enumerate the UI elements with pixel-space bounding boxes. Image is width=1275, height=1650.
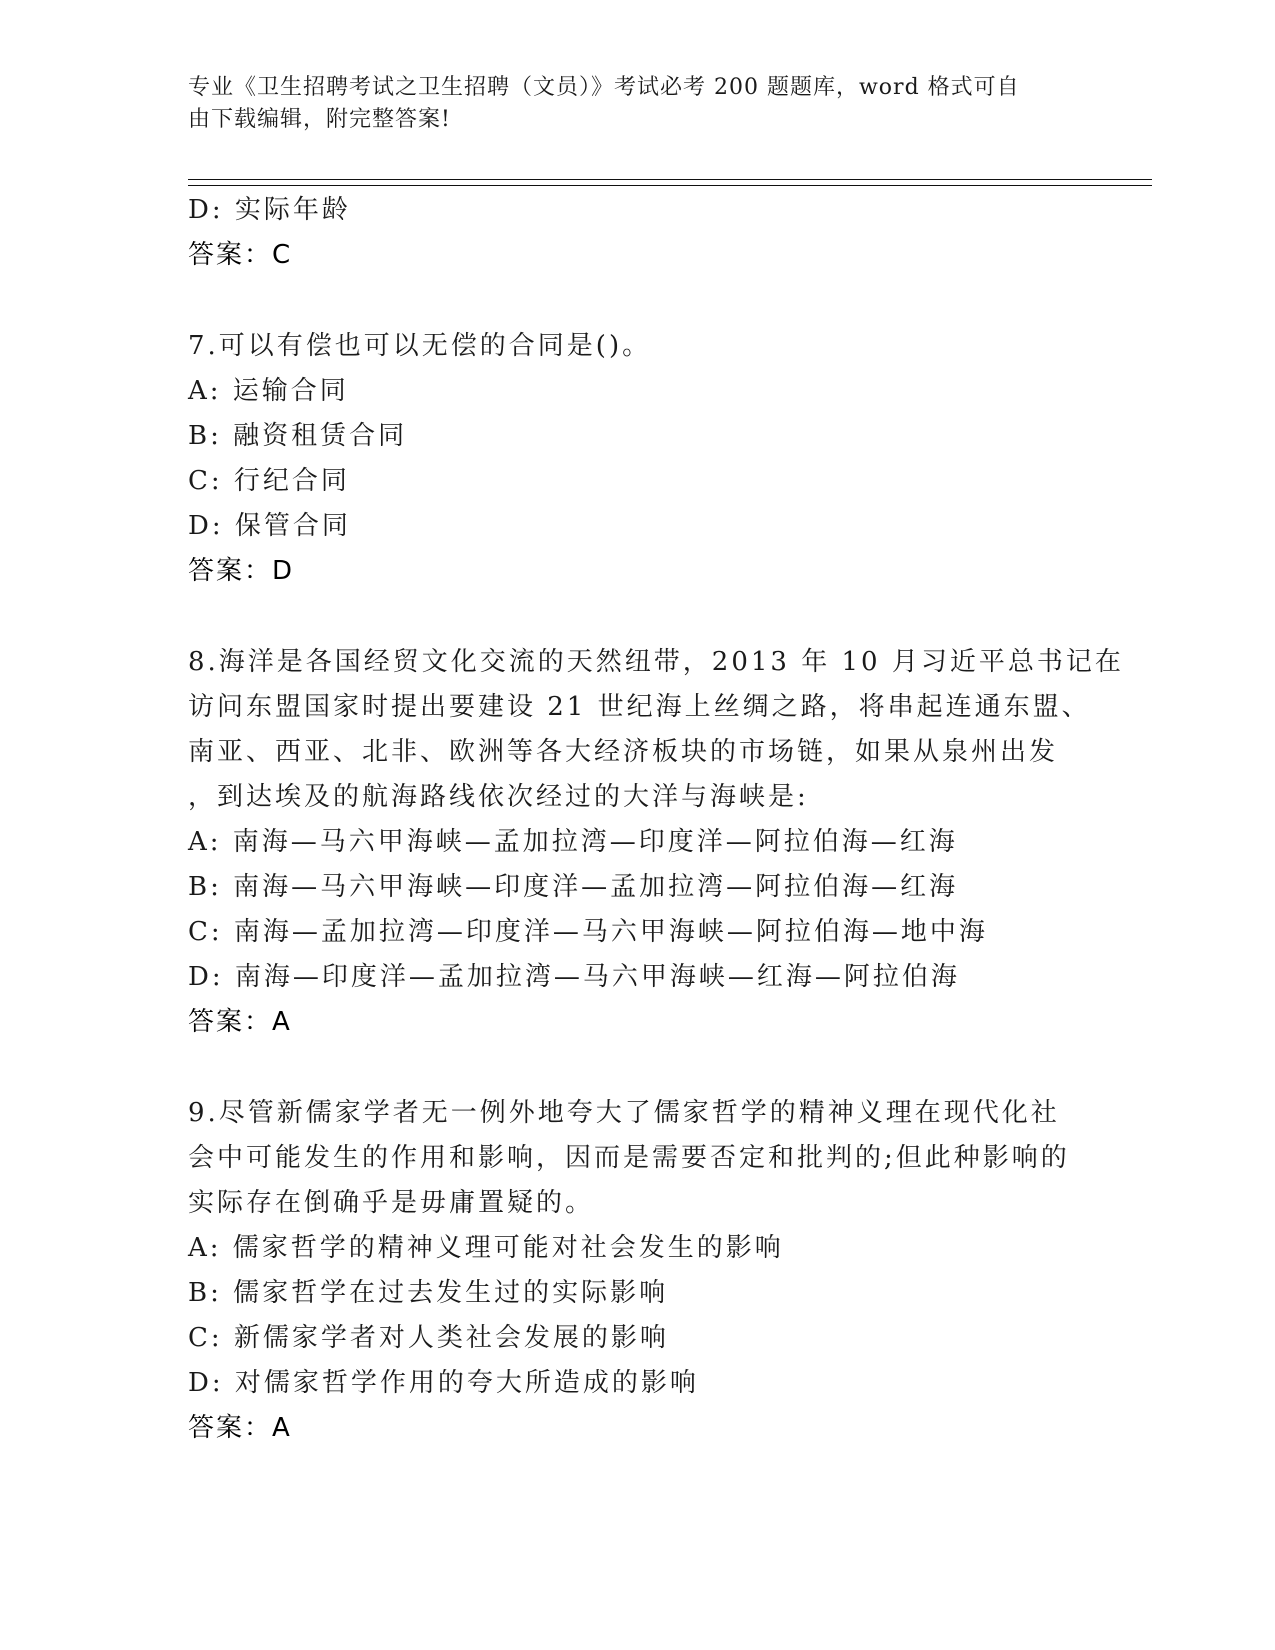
option-d: D: 对儒家哲学作用的夸大所造成的影响	[188, 1368, 699, 1398]
document-header	[188, 72, 1068, 136]
option-c: C: 新儒家学者对人类社会发展的影响	[188, 1323, 669, 1353]
question-text-line: 9.尽管新儒家学者无一例外地夸大了儒家哲学的精神义理在现代化社	[188, 1098, 1060, 1128]
option-d: D: 保管合同	[188, 511, 351, 541]
header-line-2: 由下载编辑，附完整答案!	[188, 107, 451, 132]
option-b: B: 融资租赁合同	[188, 421, 408, 451]
question-text-line: 访问东盟国家时提出要建设 21 世纪海上丝绸之路，将串起连通东盟、	[188, 692, 1091, 722]
document-body	[188, 188, 1124, 1451]
answer: 答案：D	[188, 556, 295, 586]
question-text-line: 会中可能发生的作用和影响，因而是需要否定和批判的;但此种影响的	[188, 1143, 1070, 1173]
prev-option-d: D: 实际年龄	[188, 195, 351, 225]
question-text-line: 8.海洋是各国经贸文化交流的天然纽带，2013 年 10 月习近平总书记在	[188, 647, 1124, 677]
answer: 答案：A	[188, 1413, 292, 1443]
question-text-line: 7.可以有偿也可以无偿的合同是()。	[188, 331, 652, 361]
option-a: A: 运输合同	[188, 376, 349, 406]
question-text-line: 南亚、西亚、北非、欧洲等各大经济板块的市场链，如果从泉州出发	[188, 737, 1059, 767]
option-b: B: 儒家哲学在过去发生过的实际影响	[188, 1278, 669, 1308]
option-d: D: 南海—印度洋—孟加拉湾—马六甲海峡—红海—阿拉伯海	[188, 962, 960, 992]
question-8	[188, 640, 1124, 1045]
header-double-rule	[188, 179, 1152, 186]
answer: 答案：A	[188, 1007, 292, 1037]
option-b: B: 南海—马六甲海峡—印度洋—孟加拉湾—阿拉伯海—红海	[188, 872, 959, 902]
question-text-line: 实际存在倒确乎是毋庸置疑的。	[188, 1188, 595, 1218]
question-7	[188, 324, 1088, 594]
question-text-line: ，到达埃及的航海路线依次经过的大洋与海峡是:	[188, 782, 809, 812]
option-c: C: 南海—孟加拉湾—印度洋—马六甲海峡—阿拉伯海—地中海	[188, 917, 988, 947]
option-a: A: 儒家哲学的精神义理可能对社会发生的影响	[188, 1233, 784, 1263]
prev-answer: 答案：C	[188, 240, 293, 270]
option-c: C: 行纪合同	[188, 466, 350, 496]
question-9	[188, 1091, 1088, 1451]
header-line-1: 专业《卫生招聘考试之卫生招聘（文员）》考试必考 200 题题库，word 格式可自	[188, 75, 1020, 100]
option-a: A: 南海—马六甲海峡—孟加拉湾—印度洋—阿拉伯海—红海	[188, 827, 958, 857]
